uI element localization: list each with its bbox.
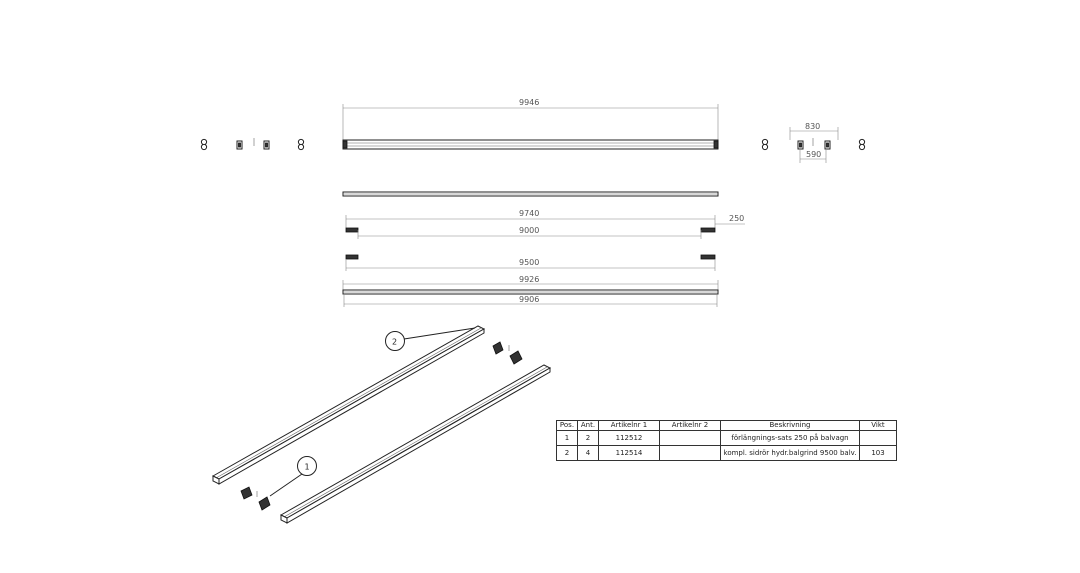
bom-header-article-1: Artikelnr 1 [599,421,660,431]
balloon-2-label: 2 [392,337,398,347]
bom-cell-weight: 103 [860,446,897,461]
dim-9906: 9906 [519,295,540,304]
iso-extension-bottom-a [241,487,252,499]
iso-extension-top-b [509,345,522,364]
bom-cell-article-1: 112514 [599,446,660,461]
long-bar-side [343,140,718,149]
dim-9500: 9500 [519,258,540,267]
bom-cell-description: förlängnings-sats 250 på balvagn [721,431,860,446]
tube-with-extensions [346,209,745,239]
bom-cell-pos: 2 [557,446,578,461]
end-view-profile-left-a [237,141,242,149]
end-view-profile-right-b [825,141,830,149]
tube-end-right [701,255,715,259]
isometric-view [213,326,550,523]
bom-header-article-2: Artikelnr 2 [660,421,721,431]
dim-9946: 9946 [519,98,540,107]
extension-piece-left [346,228,358,232]
bom-cell-pos: 1 [557,431,578,446]
end-view-profile-right-a [798,141,803,149]
bom-header-description: Beskrivning [721,421,860,431]
iso-extension-top-a [493,342,503,354]
bom-cell-article-2 [660,431,721,446]
end-view-clip-left-2 [298,139,303,149]
dim-9000: 9000 [519,226,540,235]
balloon-1-label: 1 [304,462,310,472]
dim-590: 590 [806,150,822,159]
iso-rail-2 [281,365,550,523]
table-row [557,446,897,461]
dim-9740: 9740 [519,209,540,218]
extension-piece-right [701,228,715,232]
bom-header-row [557,421,897,431]
right-end-view [762,122,864,163]
left-end-view [201,138,303,150]
bom-cell-description: kompl. sidrör hydr.balgrind 9500 balv. [721,446,860,461]
bom-cell-article-1: 112512 [599,431,660,446]
bom-cell-article-2 [660,446,721,461]
end-view-clip-left [201,139,206,149]
bom-table [556,420,897,461]
bar-9926-view [343,275,718,307]
dim-250: 250 [729,214,745,223]
iso-rail-1 [213,326,484,484]
bom-header-pos: Pos. [557,421,578,431]
end-view-clip-right [762,139,767,149]
end-view-clip-right-2 [859,139,864,149]
bom-header-qty: Ant. [578,421,599,431]
end-view-profile-left-b [264,141,269,149]
tube-end-left [346,255,358,259]
top-bar-view [343,98,718,149]
tube-9500-view [346,255,715,271]
bom-cell-qty: 4 [578,446,599,461]
bom-cell-qty: 2 [578,431,599,446]
dim-9926: 9926 [519,275,540,284]
bom-cell-weight [860,431,897,446]
bom-header-weight: Vikt [860,421,897,431]
iso-extension-bottom-b [257,491,270,510]
dim-830: 830 [805,122,821,131]
table-row [557,431,897,446]
